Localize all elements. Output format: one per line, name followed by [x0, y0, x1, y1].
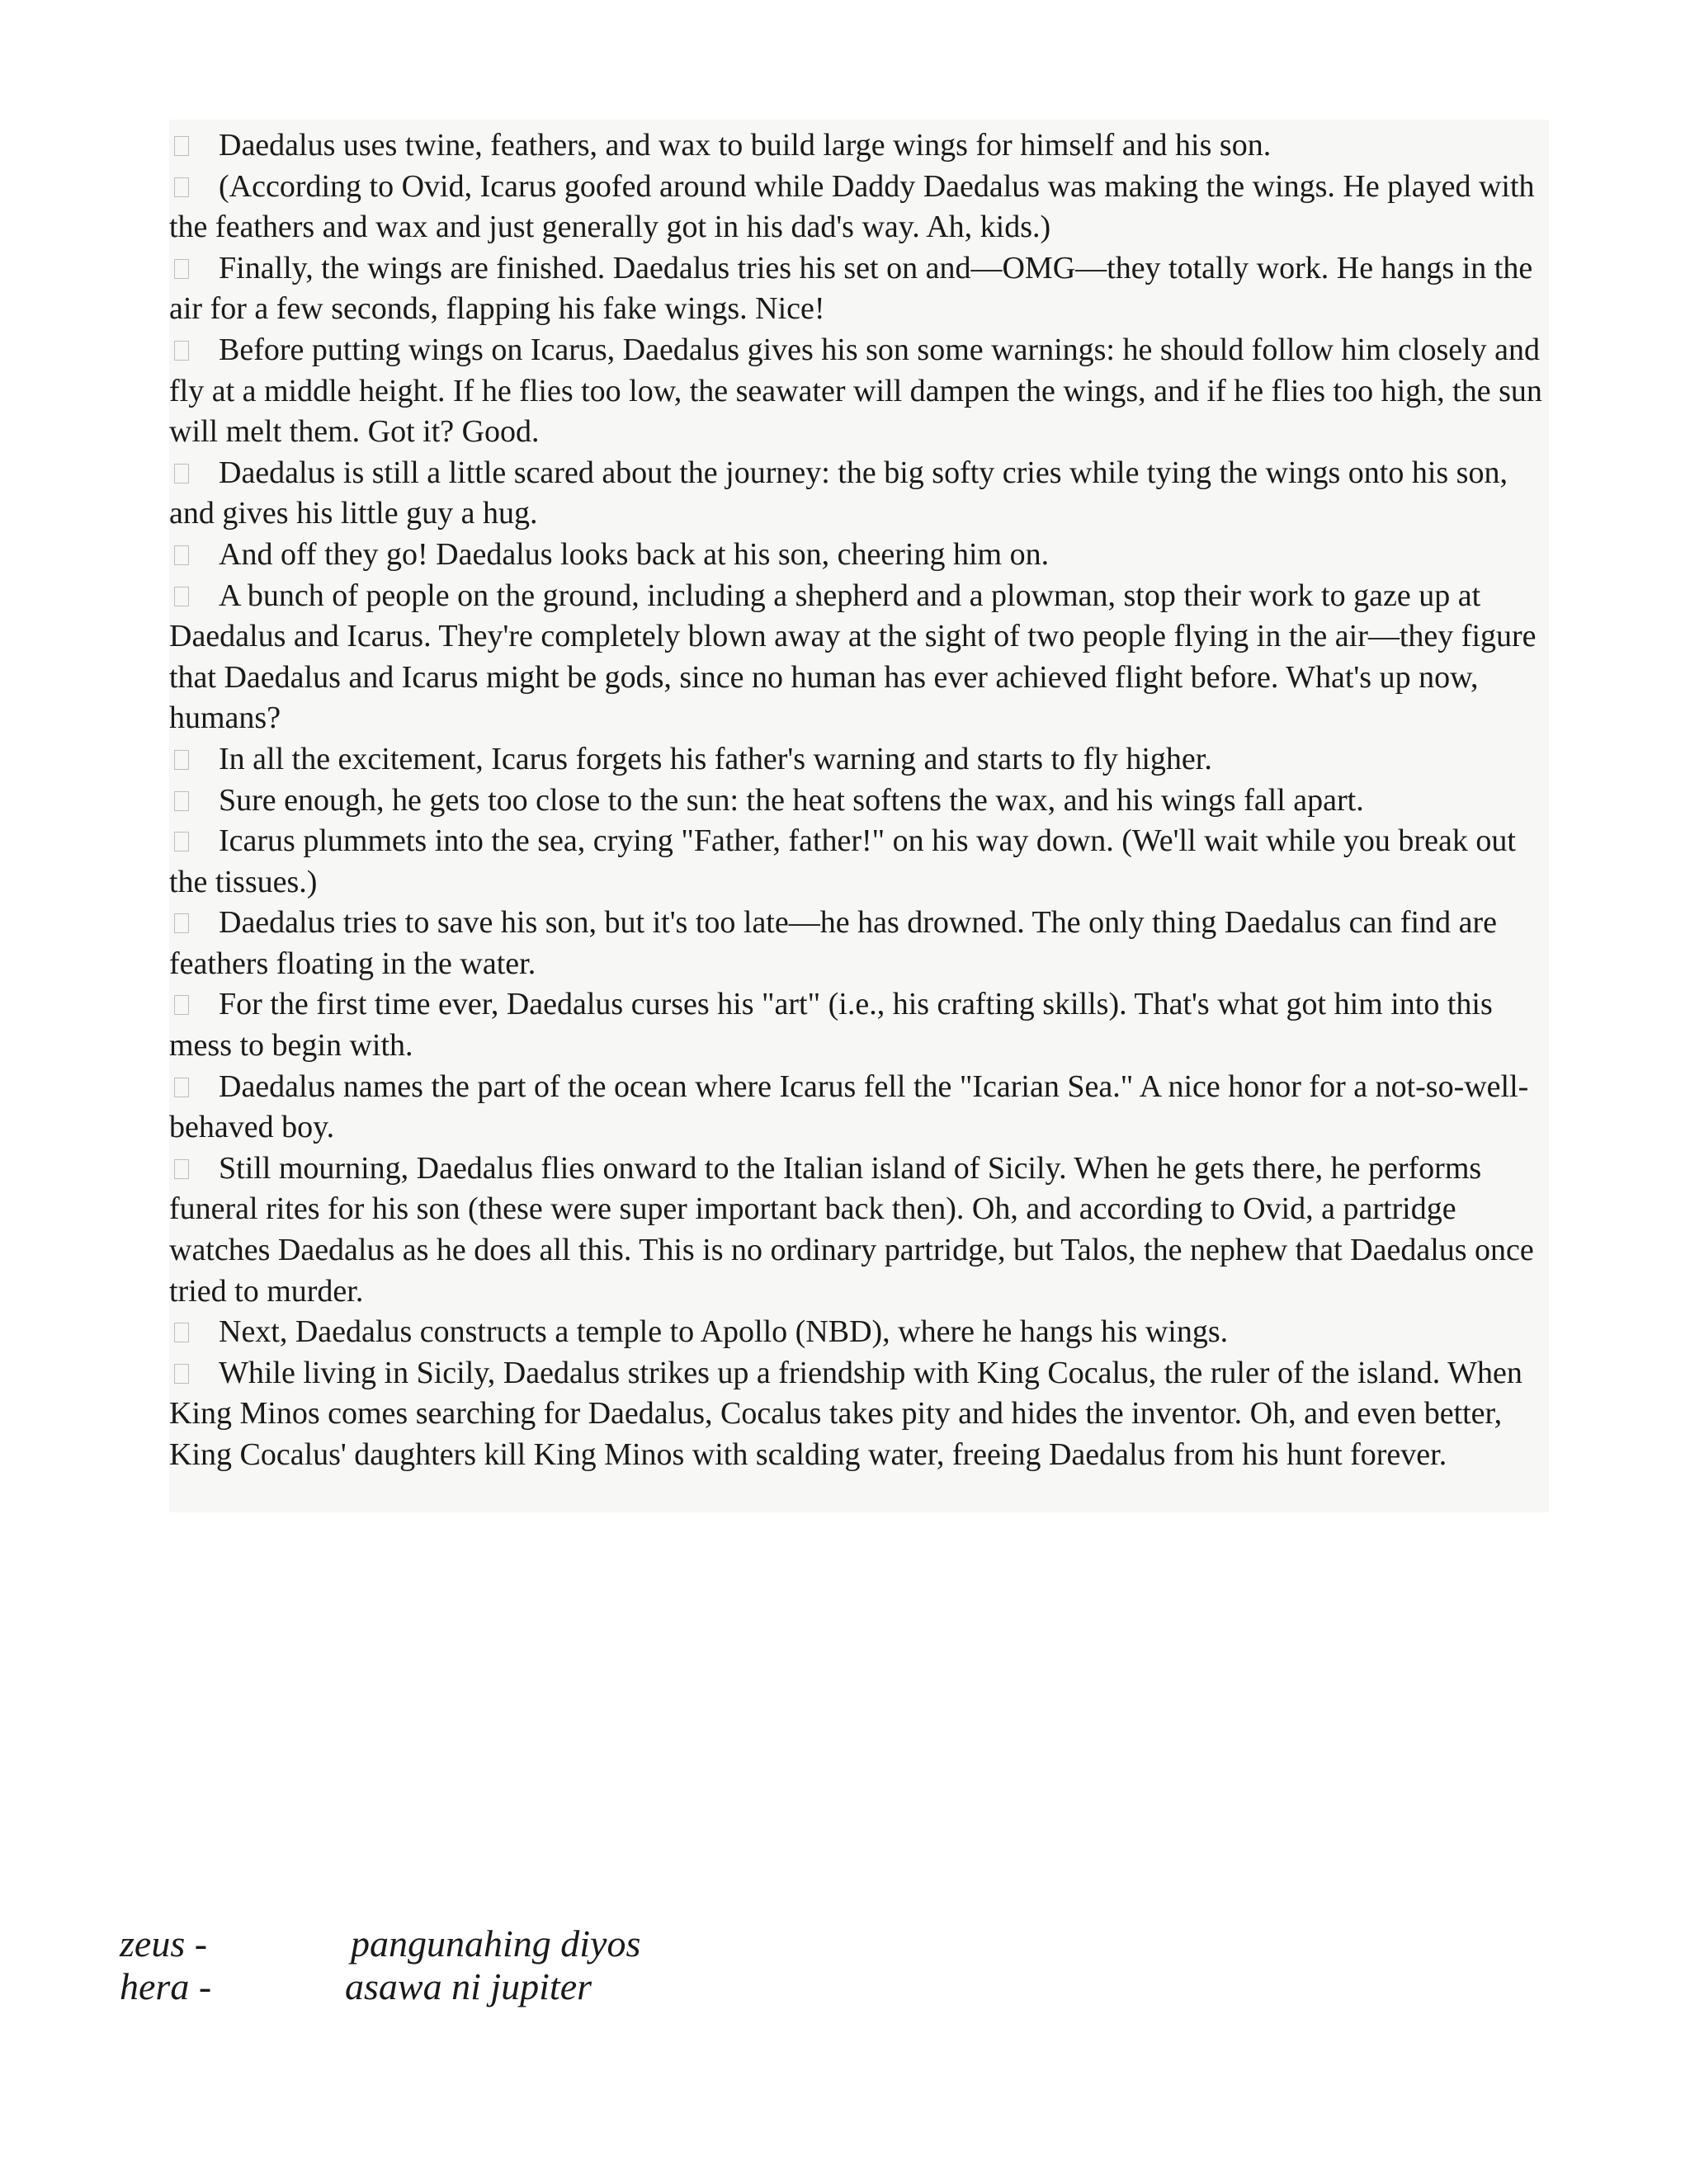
list-item-text: And off they go! Daedalus looks back at his son, cheering him on. [219, 536, 1050, 572]
glossary-term: hera - [120, 1965, 212, 2007]
glossary-definition: asawa ni jupiter [345, 1965, 592, 2007]
missing-glyph-bullet-icon [174, 750, 189, 770]
list-item [169, 248, 1549, 330]
list-item-text: Before putting wings on Icarus, Daedalus gives his son some warnings: he should follow him closely and fly at a middle height. If he flies too low, the seawater will dampen the wings, and if he flies too high, the sun will melt them. Got it? Good. [169, 332, 1542, 450]
missing-glyph-bullet-icon [174, 341, 189, 361]
missing-glyph-bullet-icon [174, 1159, 189, 1179]
missing-glyph-bullet-icon [174, 913, 189, 933]
missing-glyph-bullet-icon [174, 259, 189, 279]
list-item-text: Icarus plummets into the sea, crying "Father, father!" on his way down. (We'll wait while you break out the tissues.) [169, 823, 1516, 899]
list-item [169, 535, 1549, 576]
missing-glyph-bullet-icon [174, 464, 189, 483]
list-item [169, 125, 1549, 167]
list-item [169, 739, 1549, 781]
list-item [169, 1149, 1549, 1312]
list-item [169, 453, 1549, 535]
glossary-entry [120, 1965, 862, 2008]
summary-list [169, 125, 1549, 1476]
missing-glyph-bullet-icon [174, 1364, 189, 1384]
missing-glyph-bullet-icon [174, 136, 189, 156]
list-item-text: Daedalus names the part of the ocean where Icarus fell the "Icarian Sea." A nice honor for a not-so-well-behaved boy. [169, 1068, 1529, 1145]
missing-glyph-bullet-icon [174, 177, 189, 197]
list-item [169, 330, 1549, 453]
list-item-text: For the first time ever, Daedalus curses his "art" (i.e., his crafting skills). That's what got him into this mess to begin with. [169, 987, 1493, 1064]
list-item-text: Finally, the wings are finished. Daedalus tries his set on and—OMG—they totally work. He hangs in the air for a few seconds, flapping his fake wings. Nice! [169, 250, 1533, 327]
list-item-text: Daedalus tries to save his son, but it's too late—he has drowned. The only thing Daedalus can find are feathers floating in the water. [169, 905, 1498, 981]
list-item [169, 821, 1549, 903]
list-item [169, 1067, 1549, 1149]
glossary-entry [120, 1922, 862, 1965]
glossary-term: zeus - [120, 1922, 208, 1965]
missing-glyph-bullet-icon [174, 791, 189, 811]
list-item [169, 903, 1549, 984]
missing-glyph-bullet-icon [174, 1323, 189, 1342]
list-item-text: Next, Daedalus constructs a temple to Apollo (NBD), where he hangs his wings. [219, 1314, 1229, 1350]
missing-glyph-bullet-icon [174, 587, 189, 606]
list-item [169, 984, 1549, 1066]
missing-glyph-bullet-icon [174, 1078, 189, 1097]
list-item [169, 1312, 1549, 1353]
missing-glyph-bullet-icon [174, 832, 189, 851]
list-item-text: In all the excitement, Icarus forgets his father's warning and starts to fly higher. [219, 741, 1212, 776]
list-item-text: Still mourning, Daedalus flies onward to the Italian island of Sicily. When he gets there, he performs funeral rites for his son (these were super important back then). Oh, and according to Ovid, a partridge watches Daedalus as he does all this. This is no ordinary partridge, but Talos, the nephew that Daedalus once tried to murder. [169, 1150, 1534, 1309]
list-item-text: (According to Ovid, Icarus goofed around while Daddy Daedalus was making the wings. He played with the feathers and wax and just generally got in his dad's way. Ah, kids.) [169, 168, 1535, 245]
list-item-text: A bunch of people on the ground, including a shepherd and a plowman, stop their work to gaze up at Daedalus and Icarus. They're completely blown away at the sight of two people flying in the air—they figure that Daedalus and Icarus might be gods, since no human has ever achieved flight before. What's up now, humans? [169, 578, 1537, 736]
glossary-definition: pangunahing diyos [351, 1922, 641, 1965]
list-item [169, 781, 1549, 822]
list-item [169, 167, 1549, 248]
missing-glyph-bullet-icon [174, 545, 189, 565]
summary-section [169, 120, 1549, 1512]
list-item [169, 576, 1549, 739]
list-item [169, 1353, 1549, 1476]
missing-glyph-bullet-icon [174, 995, 189, 1015]
list-item-text: While living in Sicily, Daedalus strikes up a friendship with King Cocalus, the ruler of the island. When King Minos comes searching for Daedalus, Cocalus takes pity and hides the inventor. Oh, and even better, King Cocalus' daughters kill King Minos with scalding water, freeing Daedalus from his hunt forever. [169, 1355, 1522, 1472]
list-item-text: Sure enough, he gets too close to the sun: the heat softens the wax, and his wings fall apart. [219, 782, 1364, 818]
list-item-text: Daedalus is still a little scared about the journey: the big softy cries while tying the wings onto his son, and gives his little guy a hug. [169, 455, 1508, 531]
glossary [120, 1922, 862, 2008]
list-item-text: Daedalus uses twine, feathers, and wax to build large wings for himself and his son. [219, 128, 1272, 163]
